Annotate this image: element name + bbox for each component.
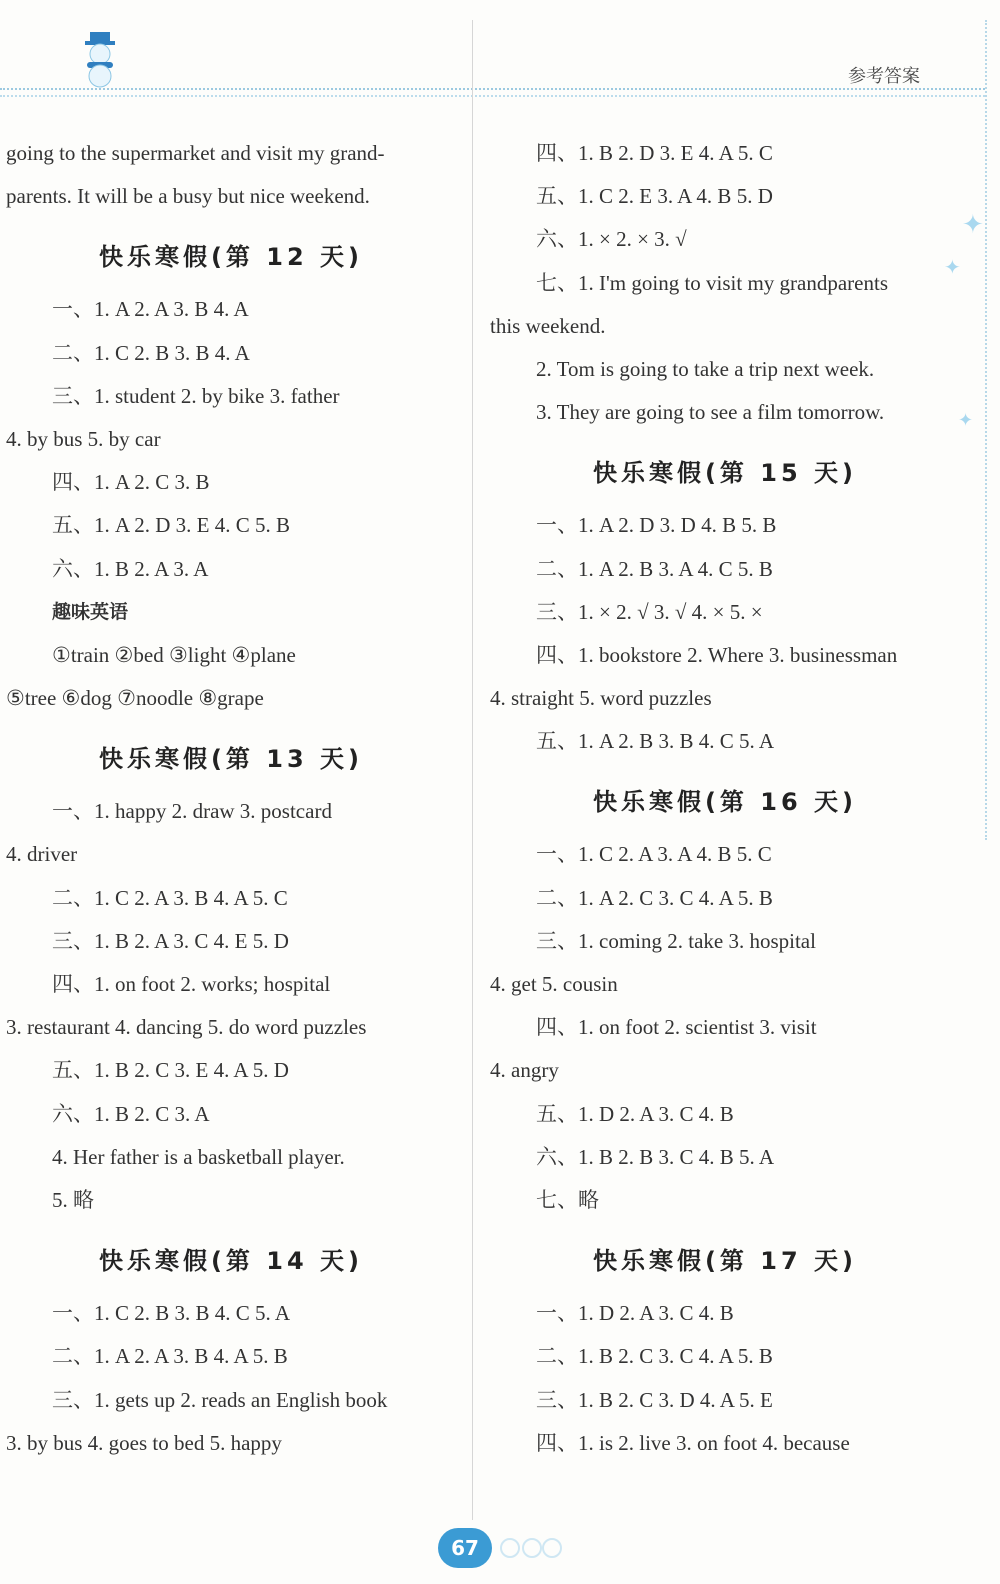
answer-line: 四、1. A 2. C 3. B bbox=[52, 470, 210, 495]
answer-line: 一、1. happy 2. draw 3. postcard bbox=[52, 799, 332, 824]
answer-line: 一、1. D 2. A 3. C 4. B bbox=[536, 1301, 734, 1326]
answer-line: 四、1. bookstore 2. Where 3. businessman bbox=[536, 642, 898, 667]
page-number: 67 bbox=[438, 1528, 492, 1568]
answer-line: 一、1. C 2. B 3. B 4. C 5. A bbox=[52, 1301, 291, 1326]
answer-line: 二、1. A 2. B 3. A 4. C 5. B bbox=[536, 556, 773, 581]
answer-line: 四、1. on foot 2. scientist 3. visit bbox=[536, 1015, 817, 1040]
header-dotted-line-secondary bbox=[0, 95, 985, 97]
answer-line: 六、1. B 2. C 3. A bbox=[52, 1101, 210, 1126]
answer-line: 七、1. I'm going to visit my grandparents bbox=[536, 270, 888, 295]
answer-line: parents. It will be a busy but nice weekend. bbox=[6, 184, 370, 209]
subsection-label: 趣味英语 bbox=[52, 600, 129, 623]
answer-line: 七、略 bbox=[536, 1187, 599, 1212]
section-title: 快乐寒假(第 13 天) bbox=[98, 745, 364, 774]
column-divider bbox=[472, 20, 473, 1520]
section-title: 快乐寒假(第 12 天) bbox=[98, 243, 364, 272]
answer-line: 六、1. B 2. A 3. A bbox=[52, 556, 209, 581]
answer-line: 一、1. A 2. A 3. B 4. A bbox=[52, 297, 249, 322]
answer-line: 4. Her father is a basketball player. bbox=[52, 1144, 345, 1169]
section-title: 快乐寒假(第 16 天) bbox=[592, 788, 858, 817]
left-answer-column bbox=[6, 132, 456, 1465]
sparkle-icon: ✦ bbox=[944, 257, 961, 279]
answer-line: 5. 略 bbox=[52, 1187, 94, 1212]
answer-line: 二、1. A 2. A 3. B 4. A 5. B bbox=[52, 1344, 288, 1369]
answer-line: 六、1. × 2. × 3. √ bbox=[536, 227, 687, 252]
answer-line: 4. driver bbox=[6, 842, 78, 867]
decorative-circle bbox=[522, 1538, 542, 1558]
answer-line: 2. Tom is going to take a trip next week. bbox=[536, 356, 875, 381]
answer-line: 五、1. A 2. D 3. E 4. C 5. B bbox=[52, 513, 291, 538]
answer-line: 三、1. student 2. by bike 3. father bbox=[52, 383, 340, 408]
answer-line: 三、1. × 2. √ 3. √ 4. × 5. × bbox=[536, 599, 763, 624]
answer-line: 三、1. coming 2. take 3. hospital bbox=[536, 928, 816, 953]
answer-line: 四、1. B 2. D 3. E 4. A 5. C bbox=[536, 141, 773, 165]
right-edge-dotted-line bbox=[985, 20, 987, 840]
answer-line: 三、1. B 2. A 3. C 4. E 5. D bbox=[52, 928, 289, 953]
answer-line: 二、1. A 2. C 3. C 4. A 5. B bbox=[536, 885, 773, 910]
decorative-circle bbox=[500, 1538, 520, 1558]
answer-line: ⑤tree ⑥dog ⑦noodle ⑧grape bbox=[6, 686, 264, 711]
sparkle-icon: ✦ bbox=[962, 210, 984, 239]
answer-line: 一、1. A 2. D 3. D 4. B 5. B bbox=[536, 513, 777, 538]
answer-line: 二、1. C 2. A 3. B 4. A 5. C bbox=[52, 885, 288, 910]
answer-line: 五、1. C 2. E 3. A 4. B 5. D bbox=[536, 184, 773, 209]
header-title: 参考答案 bbox=[848, 66, 920, 87]
decorative-circle bbox=[542, 1538, 562, 1558]
section-title: 快乐寒假(第 15 天) bbox=[592, 459, 858, 488]
header-dotted-line bbox=[0, 88, 985, 90]
page-header bbox=[0, 0, 1000, 110]
answer-line: 一、1. C 2. A 3. A 4. B 5. C bbox=[536, 842, 772, 867]
answer-line: 4. by bus 5. by car bbox=[6, 426, 161, 451]
answer-line: 四、1. is 2. live 3. on foot 4. because bbox=[536, 1430, 850, 1455]
answer-line: 五、1. D 2. A 3. C 4. B bbox=[536, 1101, 734, 1126]
answer-line: 六、1. B 2. B 3. C 4. B 5. A bbox=[536, 1144, 775, 1169]
answer-line: this weekend. bbox=[490, 313, 606, 338]
answer-line: 四、1. on foot 2. works; hospital bbox=[52, 972, 331, 996]
answer-line: 三、1. B 2. C 3. D 4. A 5. E bbox=[536, 1387, 773, 1412]
section-title: 快乐寒假(第 17 天) bbox=[592, 1247, 858, 1276]
answer-line: 4. get 5. cousin bbox=[490, 972, 618, 996]
answer-line: 3. by bus 4. goes to bed 5. happy bbox=[6, 1430, 282, 1455]
answer-line: 3. restaurant 4. dancing 5. do word puzzles bbox=[6, 1015, 367, 1040]
sparkle-icon: ✦ bbox=[958, 410, 974, 430]
answer-line: 二、1. C 2. B 3. B 4. A bbox=[52, 340, 250, 365]
answer-line: going to the supermarket and visit my grand- bbox=[6, 141, 385, 165]
answer-line: ①train ②bed ③light ④plane bbox=[52, 642, 296, 667]
section-title: 快乐寒假(第 14 天) bbox=[98, 1247, 364, 1276]
answer-line: 4. angry bbox=[490, 1058, 559, 1083]
answer-line: 4. straight 5. word puzzles bbox=[490, 686, 712, 711]
answer-line: 三、1. gets up 2. reads an English book bbox=[52, 1387, 388, 1412]
answer-line: 五、1. B 2. C 3. E 4. A 5. D bbox=[52, 1058, 289, 1083]
answer-line: 3. They are going to see a film tomorrow. bbox=[536, 400, 885, 425]
answer-line: 五、1. A 2. B 3. B 4. C 5. A bbox=[536, 729, 775, 754]
right-answer-column bbox=[490, 132, 960, 1465]
snowman-icon bbox=[70, 28, 130, 88]
answer-line: 二、1. B 2. C 3. C 4. A 5. B bbox=[536, 1344, 773, 1369]
